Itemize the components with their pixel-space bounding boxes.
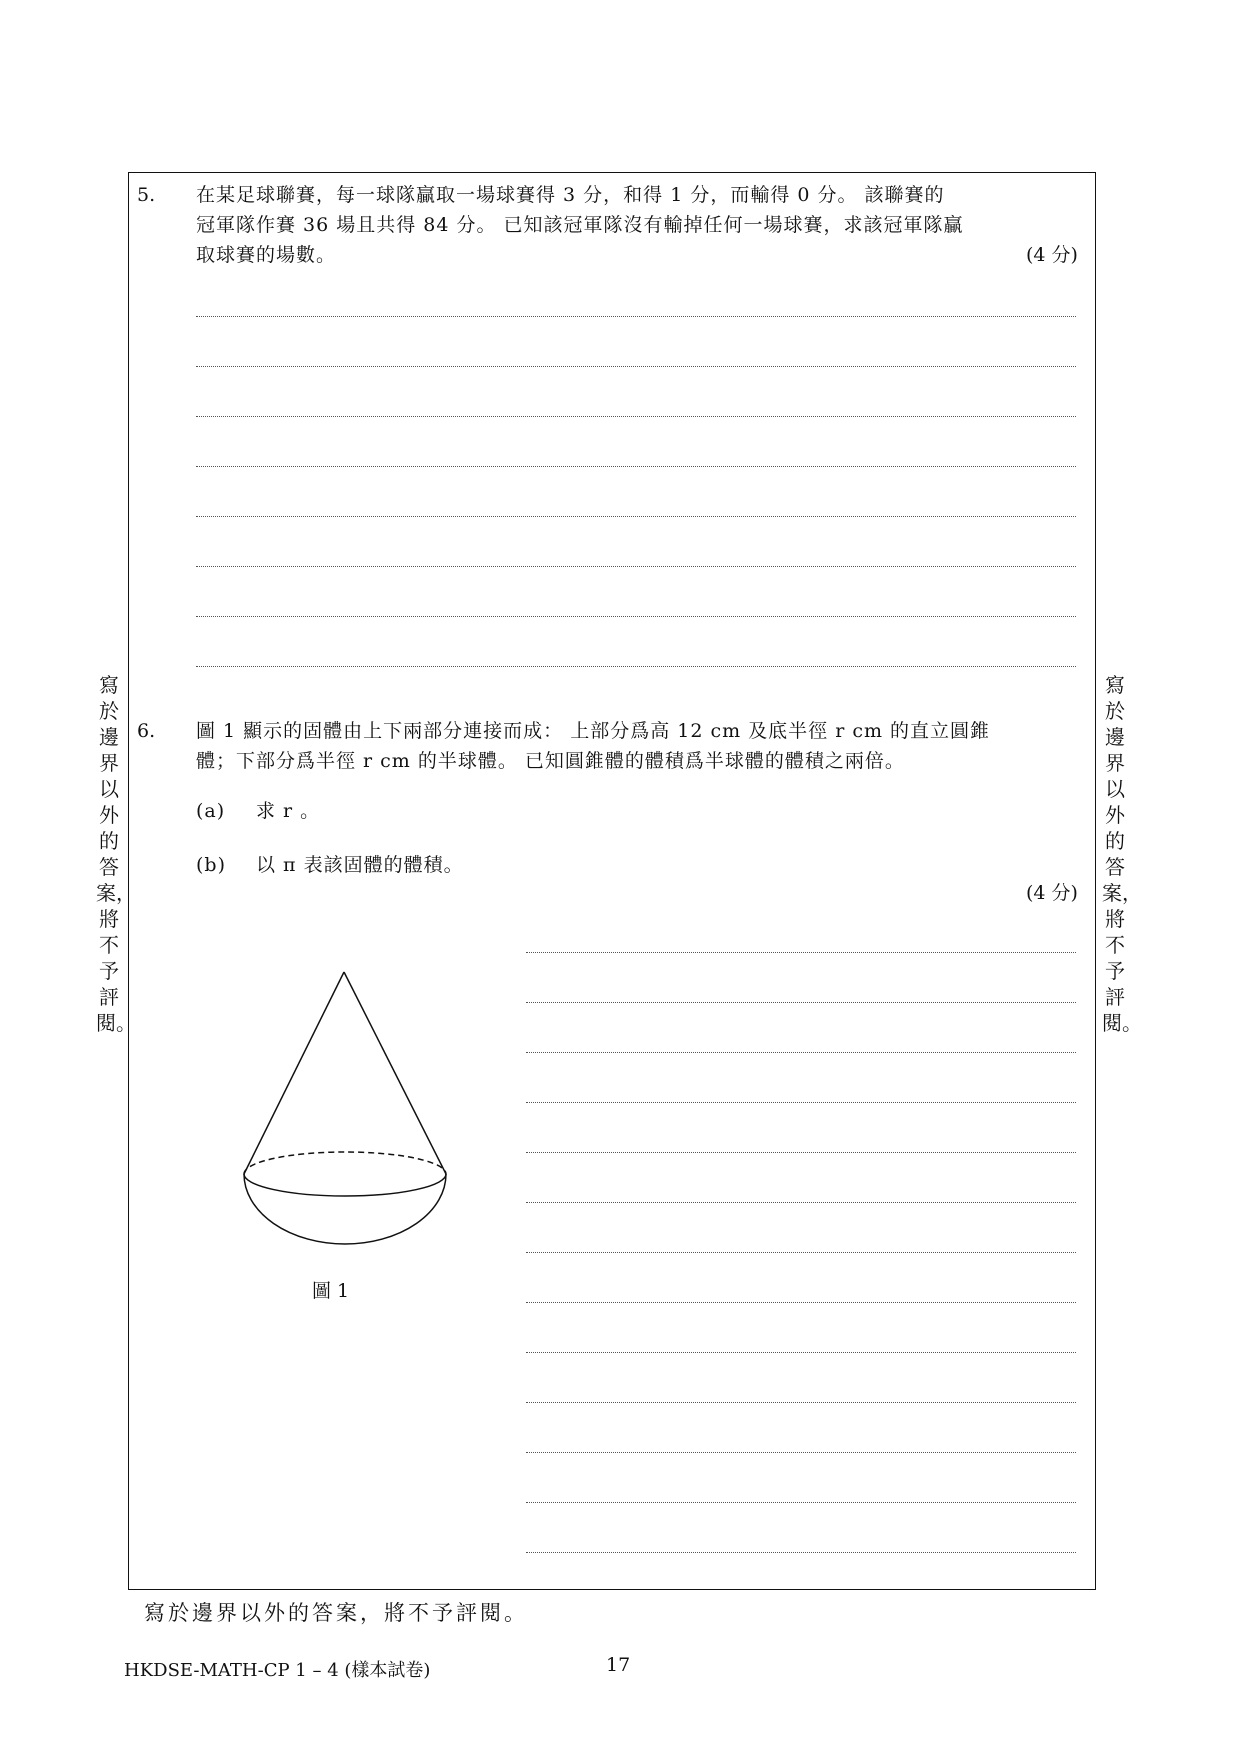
answer-line[interactable] [526,1202,1076,1203]
question-5-line-2: 冠軍隊作賽 36 場且共得 84 分。 已知該冠軍隊沒有輸掉任何一場球賽，求該冠軍隊贏 [196,214,964,236]
answer-line[interactable] [196,316,1076,317]
part-a-label: (a) [196,800,226,822]
answer-line[interactable] [526,1402,1076,1403]
answer-line[interactable] [196,666,1076,667]
answer-line[interactable] [196,466,1076,467]
answer-box [128,172,1096,1590]
answer-line[interactable] [196,516,1076,517]
hemisphere-outline [244,1174,446,1244]
left-margin-note: 寫於邊界以外的答案，將不予評閱。 [96,673,136,1035]
part-a-text: 求 r 。 [256,800,321,822]
answer-line[interactable] [196,366,1076,367]
part-b-label: (b) [196,854,226,876]
figure-caption: 圖 1 [312,1280,350,1302]
answer-line[interactable] [526,952,1076,953]
answer-line[interactable] [526,1252,1076,1253]
question-6-number: 6. [137,720,156,742]
cone-right-edge [344,972,446,1174]
bottom-warning-note: 寫於邊界以外的答案，將不予評閱。 [144,1601,528,1625]
paper-code: HKDSE-MATH-CP 1 – 4 (樣本試卷) [124,1660,431,1681]
answer-line[interactable] [526,1302,1076,1303]
cone-left-edge [244,972,344,1174]
question-6-line-1: 圖 1 顯示的固體由上下兩部分連接而成： 上部分爲高 12 cm 及底半徑 r cm 的直立圓錐 [196,720,991,742]
answer-line[interactable] [526,1352,1076,1353]
question-6-line-2: 體；下部分爲半徑 r cm 的半球體。 已知圓錐體的體積爲半球體的體積之兩倍。 [196,750,905,772]
answer-line[interactable] [526,1102,1076,1103]
answer-line[interactable] [526,1452,1076,1453]
answer-line[interactable] [526,1002,1076,1003]
answer-line[interactable] [526,1502,1076,1503]
hidden-base-arc [244,1152,446,1174]
question-5-line-3: 取球賽的場數。 [196,244,337,266]
answer-line[interactable] [196,416,1076,417]
question-5-line-1: 在某足球聯賽，每一球隊贏取一場球賽得 3 分，和得 1 分，而輸得 0 分。 該聯賽的 [196,184,945,206]
answer-line[interactable] [526,1552,1076,1553]
question-5-marks: (4 分) [1026,244,1078,266]
answer-line[interactable] [526,1152,1076,1153]
question-5-number: 5. [137,184,156,206]
question-6-marks: (4 分) [1026,882,1078,904]
answer-line[interactable] [196,616,1076,617]
answer-line[interactable] [196,566,1076,567]
answer-line[interactable] [526,1052,1076,1053]
page-number: 17 [606,1654,631,1676]
right-margin-note: 寫於邊界以外的答案，將不予評閱。 [1102,673,1142,1035]
cone-hemisphere-figure [230,960,470,1260]
part-b-text: 以 π 表該固體的體積。 [256,854,464,876]
front-base-arc [244,1174,446,1196]
